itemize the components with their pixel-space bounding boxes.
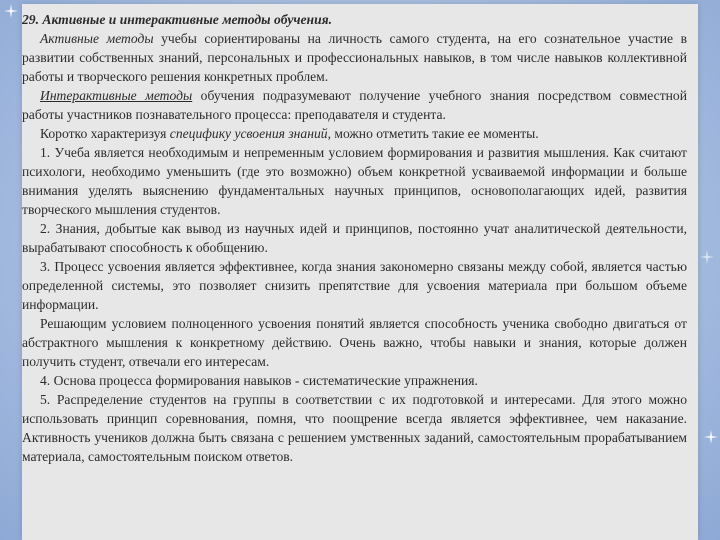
paragraph-specifics [22,124,687,143]
document-card [22,4,698,540]
paragraph-text: учебы сориентированы на личность самого студента, на его сознательное участие в развитии собственных знаний, персональных и профессиональных навыков, в том числе навыков коллективной работы и творческого решения конкретных проблем. [22,31,687,84]
paragraph-decisive-condition: Решающим условием полноценного усвоения понятий является способность ученика свободно двигаться от абстрактного мышления к конкретному действию. Очень важно, чтобы навыки и знания, которые должен получить студент, отвечали его интересам. [22,316,687,369]
paragraph-point-1: 1. Учеба является необходимым и непременным условием формирования и развития мышления. Как считают психологи, необходимо уменьшить (где это возможно) объем конкретной усваиваемой информации и больше внимания уделять выяснению фундаментальных научных принципов, основополагающих идей, развития творческого мышления студентов. [22,145,687,217]
term-active-methods: Активные методы [40,31,154,46]
paragraph-point-5: 5. Распределение студентов на группы в соответствии с их подготовкой и интересами. Для этого можно использовать принцип соревнования, помня, что поощрение всегда является эффективнее, чем наказание. Активность учеников должна быть связана с решением умственных заданий, самостоятельным прорабатыванием материала, самостоятельным поиском ответов. [22,392,687,464]
document-body [22,10,687,466]
paragraph-text: Коротко характеризуя [40,126,170,141]
heading-text: 29. Активные и интерактивные методы обучения. [22,12,333,27]
paragraph-point-3: 3. Процесс усвоения является эффективнее, когда знания закономерно связаны между собой, является частью определенной системы, это позволяет снизить препятствие для усвоения материала при большом объеме информации. [22,259,687,312]
section-heading [22,10,687,29]
term-specifics: специфику усвоения знаний [169,126,328,141]
paragraph-text: обучения подразумевают получение учебного знания посредством совместной работы участников познавательного процесса: преподавателя и студента. [22,88,687,122]
paragraph-point-4: 4. Основа процесса формирования навыков - систематические упражнения. [40,373,478,388]
paragraph-active-methods [22,29,687,86]
sparkle-icon [4,4,18,18]
paragraph-text: , можно отметить такие ее моменты. [327,126,539,141]
sparkle-icon [700,250,714,264]
paragraph-point-2: 2. Знания, добытые как вывод из научных идей и принципов, постоянно учат аналитической деятельности, вырабатывают способность к обобщению. [22,221,687,255]
term-interactive-methods: Интерактивные методы [40,88,193,103]
paragraph-interactive-methods [22,86,687,124]
sparkle-icon [704,430,718,444]
